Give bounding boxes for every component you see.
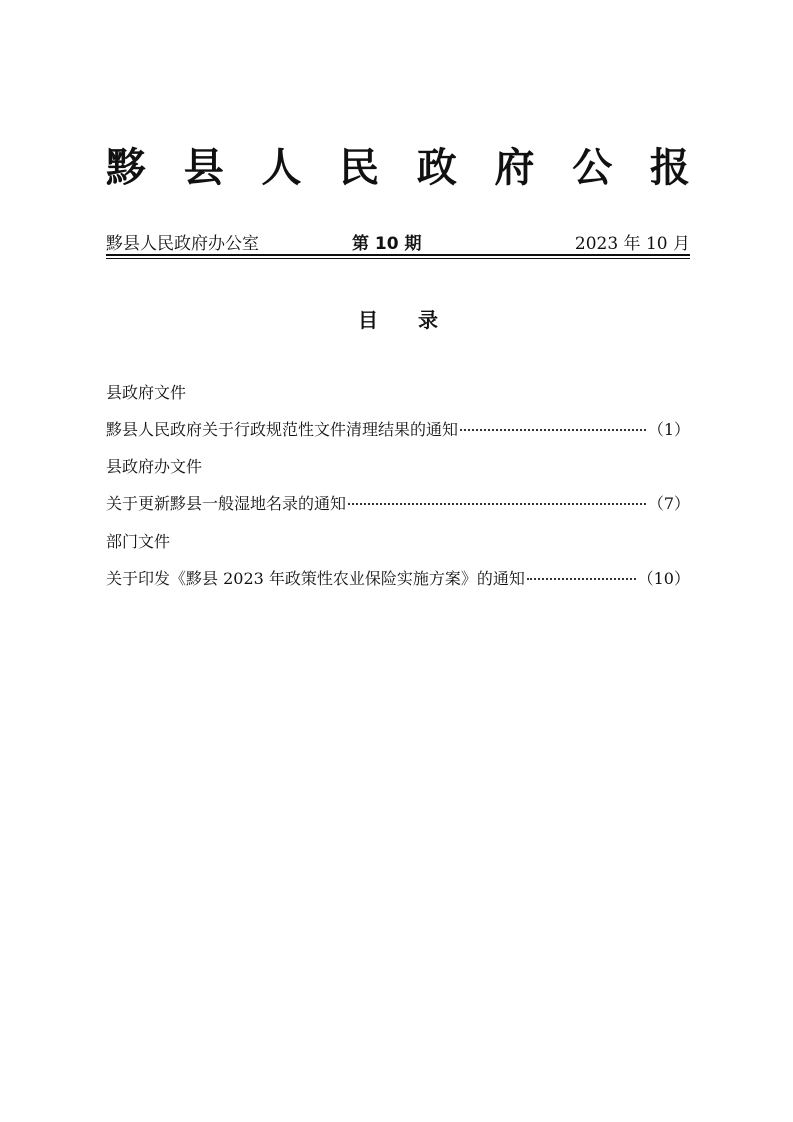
toc-title: 目录 [358,308,478,332]
toc-dot-leader [460,429,646,431]
masthead-char: 公 [572,144,613,191]
toc-section-heading: 县政府文件 [106,383,187,402]
issuing-office: 黟县人民政府办公室 [106,233,259,254]
toc-entry-title: 关于更新黟县一般湿地名录的通知 [106,494,347,513]
toc-entry-title: 关于印发《黟县 2023 年政策性农业保险实施方案》的通知 [106,569,525,588]
masthead-char: 报 [649,144,690,191]
toc-dot-leader [527,578,636,580]
header-rule-thick [106,254,690,256]
masthead-char: 民 [339,144,380,191]
masthead-char: 府 [494,144,535,191]
masthead-char: 黟 [106,144,146,191]
toc-entry[interactable] [106,491,690,517]
issue-number: 第 10 期 [352,233,422,254]
issue-line [106,229,690,253]
toc-page-number: （1） [647,420,690,439]
header-rule-thin [106,258,690,259]
masthead-char: 政 [416,144,457,191]
toc-section-heading: 部门文件 [106,532,171,551]
toc-dot-leader [348,503,646,505]
masthead-char: 人 [261,144,302,191]
toc-entry-title: 黟县人民政府关于行政规范性文件清理结果的通知 [106,420,459,439]
toc-page-number: （7） [647,494,690,513]
issue-date: 2023 年 10 月 [574,233,690,254]
masthead-char: 县 [183,144,224,191]
masthead-title [106,138,690,198]
toc-entry[interactable] [106,566,690,592]
toc-entry[interactable] [106,417,690,443]
toc-page-number: （10） [637,569,690,588]
toc-section-heading: 县政府办文件 [106,457,203,476]
